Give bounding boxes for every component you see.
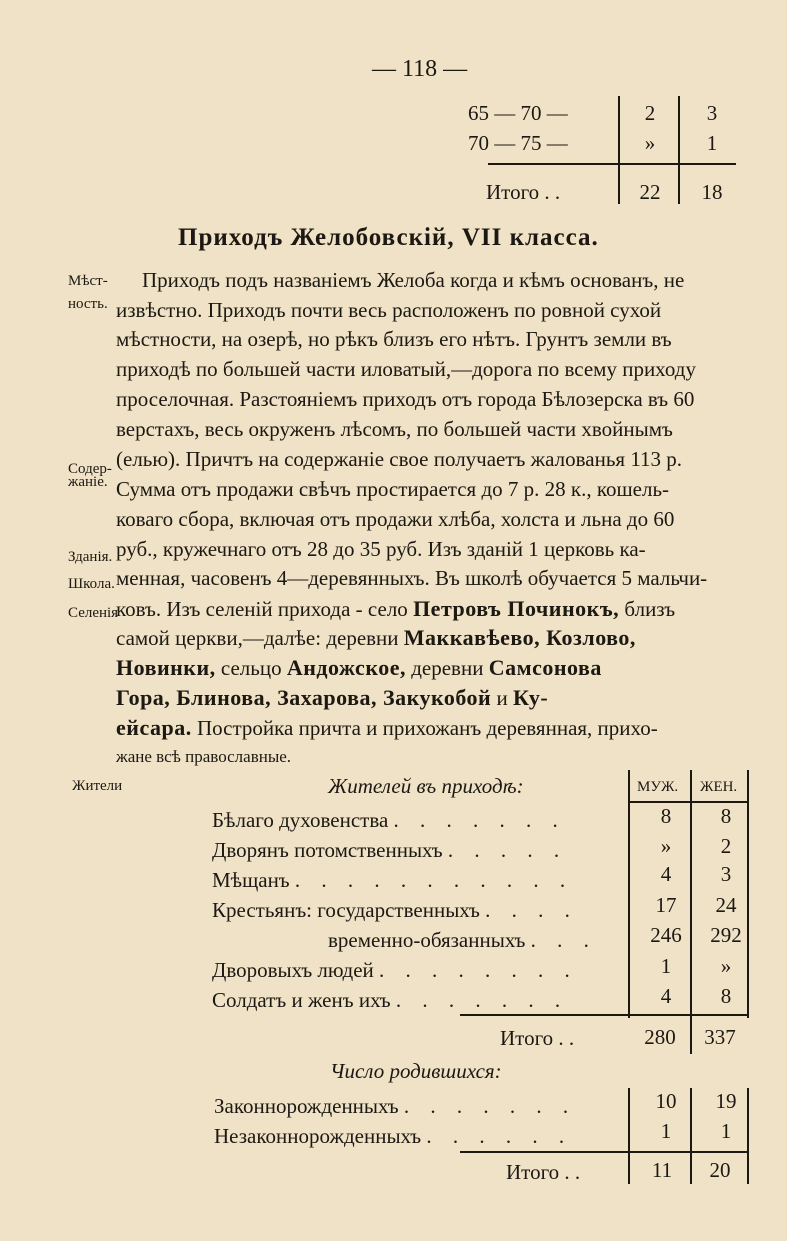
- text-line: [116, 655, 602, 681]
- leader-dots: . . . . .: [447, 838, 568, 862]
- text-line: мѣстности, на озерѣ, но рѣкъ близъ его нѣтъ. Грунтъ земли въ: [116, 327, 672, 351]
- table-col-rule: [628, 770, 630, 1018]
- total-men: 280: [644, 1025, 676, 1049]
- top-table-col-rule: [678, 96, 680, 204]
- text-run: сельцо: [220, 656, 282, 680]
- village-name: Гора, Блинова, Захарова, Закукобой: [116, 685, 492, 710]
- cell-women: 19: [715, 1089, 737, 1113]
- cell-women: 2: [720, 834, 732, 858]
- total-label: Итого . .: [500, 1026, 575, 1050]
- leader-dots: . . . . . . .: [393, 808, 566, 832]
- text-run: деревни: [411, 656, 484, 680]
- total-women: 337: [704, 1025, 736, 1049]
- village-name: Ку-: [512, 685, 549, 710]
- table-row-label: [214, 1094, 576, 1119]
- table-col-rule: [690, 1088, 692, 1184]
- top-total-label: Итого . .: [486, 180, 561, 204]
- row-label: Солдатъ и женъ ихъ: [212, 988, 391, 1012]
- table-col-rule: [690, 1018, 692, 1054]
- residents-title: Жителей въ приходѣ:: [328, 774, 524, 798]
- text-run: самой церкви,—далѣе: деревни: [116, 626, 399, 650]
- text-run: и: [496, 686, 508, 710]
- cell-men: 8: [660, 804, 672, 828]
- table-row-label: [328, 928, 597, 953]
- text-line: извѣстно. Приходъ почти весь расположенъ по ровной сухой: [116, 298, 662, 322]
- cell-men: 4: [660, 862, 672, 886]
- margin-note: Селенія: [68, 605, 119, 621]
- margin-note: Школа.: [68, 576, 115, 592]
- cell-men: 4: [660, 984, 672, 1008]
- leader-dots: . . . . . . .: [395, 988, 569, 1012]
- table-header-rule: [628, 801, 749, 803]
- table-row-label: [214, 1124, 572, 1149]
- village-name: Петровъ Починокъ,: [413, 596, 620, 621]
- text-run: ковъ. Изъ селеній прихода - село: [116, 597, 408, 621]
- margin-note: Жители: [72, 778, 123, 794]
- top-row-label: 70 — 75 —: [468, 131, 568, 155]
- margin-note: жаніе.: [68, 474, 108, 490]
- text-line: коваго сбора, включая отъ продажи хлѣба, холста и льна до 60: [116, 507, 675, 531]
- top-row-f: 3: [706, 101, 718, 125]
- top-row-label: 65 — 70 —: [468, 101, 568, 125]
- leader-dots: . . . . . . . . . . .: [294, 868, 574, 892]
- text-line: [116, 596, 675, 622]
- cell-women: 24: [715, 893, 737, 917]
- table-row-label: [212, 898, 578, 923]
- village-name: Новинки,: [116, 655, 216, 680]
- table-total-rule: [460, 1014, 749, 1016]
- table-row-label: [212, 838, 567, 863]
- leader-dots: . . . . . . .: [403, 1094, 577, 1118]
- table-row-label: [212, 808, 566, 833]
- table-total-rule: [460, 1151, 749, 1153]
- col-header-men: МУЖ.: [637, 779, 679, 795]
- total-label: Итого . .: [506, 1160, 581, 1184]
- cell-women: 8: [720, 804, 732, 828]
- top-total-m: 22: [639, 180, 661, 204]
- row-label: Мѣщанъ: [212, 868, 290, 892]
- top-row-f: 1: [706, 131, 718, 155]
- leader-dots: . . . . . . . .: [379, 958, 578, 982]
- births-title: Число родившихся:: [330, 1059, 502, 1083]
- village-name: Самсонова: [488, 655, 602, 680]
- text-line: [116, 625, 636, 651]
- top-table-col-rule: [618, 96, 620, 204]
- cell-women: »: [720, 954, 732, 978]
- leader-dots: . . . . . .: [426, 1124, 573, 1148]
- cell-women: 1: [720, 1119, 732, 1143]
- page-number: — 118 —: [372, 56, 468, 82]
- row-label: временно-обязанныхъ: [328, 928, 526, 952]
- row-label: Законнорожденныхъ: [214, 1094, 399, 1118]
- text-line: менная, часовенъ 4—деревянныхъ. Въ школѣ обучается 5 мальчи-: [116, 566, 708, 590]
- village-name: Маккавѣево, Козлово,: [403, 625, 636, 650]
- cell-women: 8: [720, 984, 732, 1008]
- table-col-rule: [628, 1088, 630, 1184]
- village-name: Андожское,: [286, 655, 406, 680]
- text-line: (елью). Причтъ на содержаніе свое получаетъ жалованья 113 р.: [116, 447, 683, 471]
- village-name: ейсара.: [116, 715, 192, 740]
- table-row-label: [212, 988, 568, 1013]
- row-label: Дворовыхъ людей: [212, 958, 374, 982]
- margin-note: Содер-: [68, 461, 112, 477]
- text-run: Постройка причта и прихожанъ деревянная, прихо-: [196, 716, 658, 740]
- text-run: близъ: [624, 597, 676, 621]
- cell-men: 1: [660, 954, 672, 978]
- top-row-m: 2: [644, 101, 656, 125]
- top-total-f: 18: [701, 180, 723, 204]
- total-men: 11: [651, 1158, 673, 1182]
- cell-men: 1: [660, 1119, 672, 1143]
- row-label: Бѣлаго духовенства: [212, 808, 389, 832]
- cell-women: 292: [710, 923, 742, 947]
- top-table-rule: [488, 163, 736, 165]
- total-women: 20: [709, 1158, 731, 1182]
- row-label: Незаконнорожденныхъ: [214, 1124, 422, 1148]
- text-line: проселочная. Разстояніемъ приходъ отъ города Бѣлозерска въ 60: [116, 387, 695, 411]
- text-line: приходѣ по большей части иловатый,—дорога по всему приходу: [116, 357, 696, 381]
- cell-men: 17: [655, 893, 677, 917]
- leader-dots: . . . .: [485, 898, 578, 922]
- table-col-rule: [690, 770, 692, 1018]
- margin-note: ность.: [68, 296, 108, 312]
- col-header-women: ЖЕН.: [700, 779, 738, 795]
- text-line: Приходъ подъ названіемъ Желоба когда и кѣмъ основанъ, не: [142, 268, 685, 292]
- text-line: жане всѣ православные.: [116, 747, 292, 766]
- row-label: Крестьянъ: государственныхъ: [212, 898, 480, 922]
- text-line: Сумма отъ продажи свѣчъ простирается до 7 р. 28 к., кошель-: [116, 477, 670, 501]
- margin-note: Зданія.: [68, 549, 113, 565]
- parish-heading: Приходъ Желобовскій, VII класса.: [178, 224, 599, 251]
- margin-note: Мѣст-: [68, 273, 108, 289]
- table-row-label: [212, 958, 578, 983]
- cell-men: 246: [650, 923, 682, 947]
- text-line: руб., кружечнаго отъ 28 до 35 руб. Изъ зданій 1 церковь ка-: [116, 537, 646, 561]
- text-line: [116, 715, 658, 741]
- cell-men: 10: [655, 1089, 677, 1113]
- leader-dots: . . .: [530, 928, 597, 952]
- top-row-m: »: [644, 131, 656, 155]
- cell-women: 3: [720, 862, 732, 886]
- table-row-label: [212, 868, 573, 893]
- cell-men: »: [660, 834, 672, 858]
- row-label: Дворянъ потомственныхъ: [212, 838, 443, 862]
- text-line: верстахъ, весь окруженъ лѣсомъ, по большей части хвойнымъ: [116, 417, 673, 441]
- text-line: [116, 685, 548, 711]
